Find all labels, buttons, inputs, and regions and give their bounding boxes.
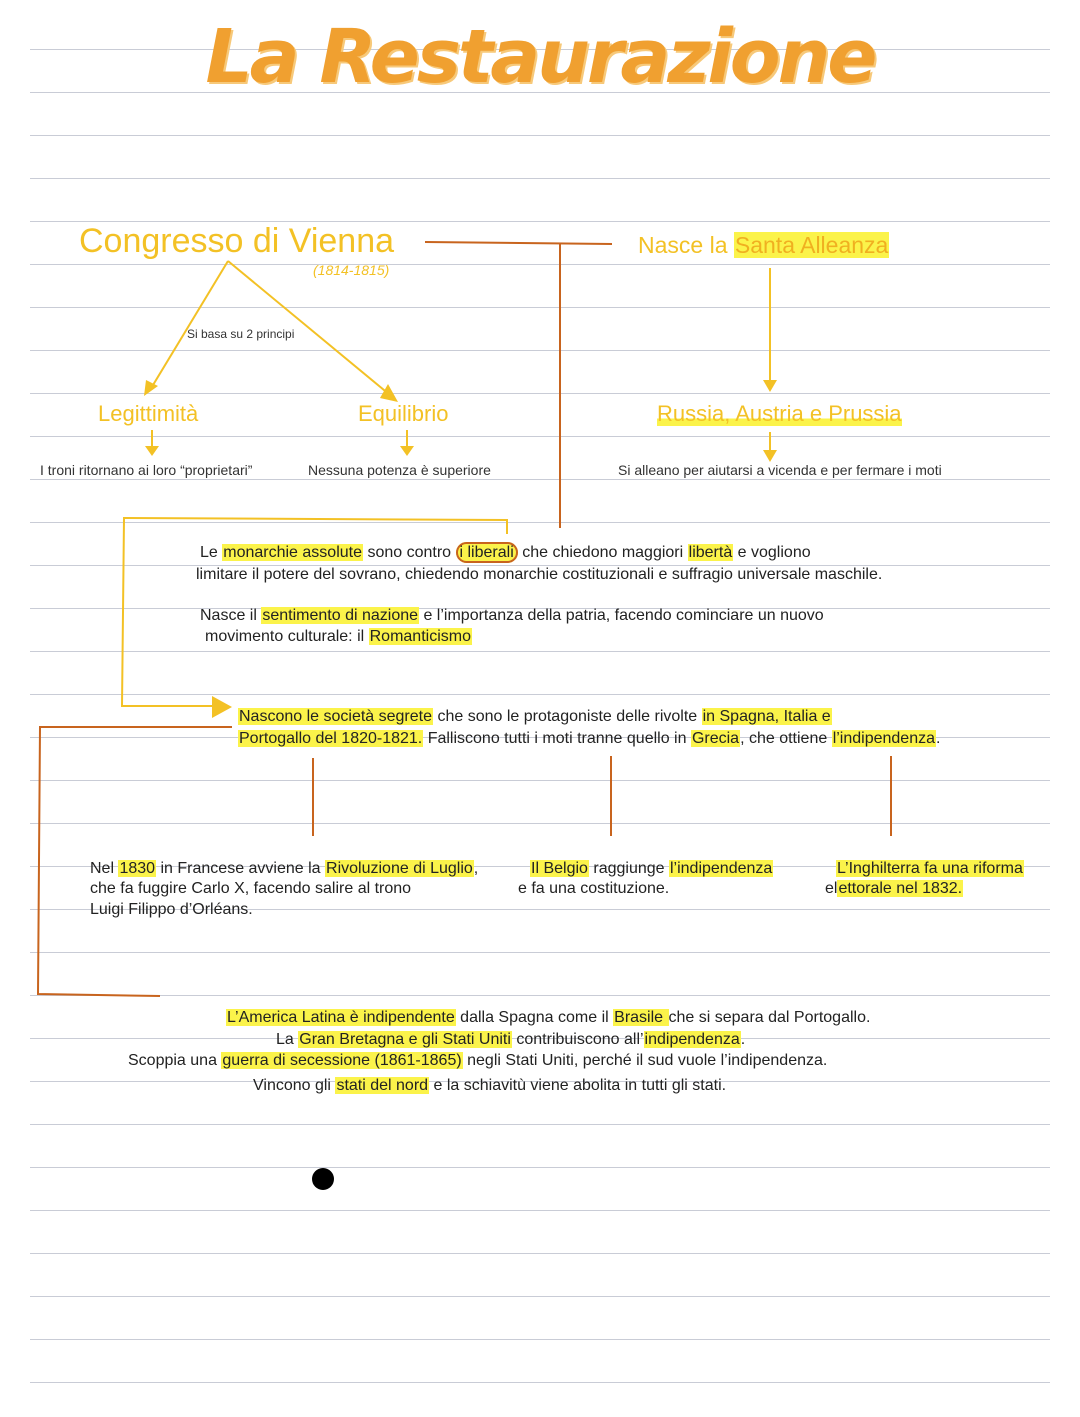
alliance-name: Santa Alleanza bbox=[734, 232, 889, 258]
para2-line1: Nasce il sentimento di nazione e l’importanza della patria, facendo cominciare un nuovo bbox=[200, 607, 824, 624]
arrowhead-equilibrio bbox=[380, 384, 398, 402]
col2-line1: Il Belgio raggiunge l’indipendenza bbox=[531, 860, 773, 877]
hl-sentimento: sentimento di nazione bbox=[262, 607, 419, 624]
hl-monarchie: monarchie assolute bbox=[223, 544, 362, 561]
para2-line2: movimento culturale: il Romanticismo bbox=[205, 628, 471, 645]
arrowhead-secret-societies bbox=[212, 696, 232, 718]
col1-line2: che fa fuggire Carlo X, facendo salire al trono bbox=[90, 880, 412, 897]
congress-basis: Si basa su 2 principi bbox=[187, 327, 295, 341]
america-line2: La Gran Bretagna e gli Stati Uniti contribuiscono all’indipendenza. bbox=[276, 1031, 746, 1048]
congress-dates: (1814-1815) bbox=[313, 262, 390, 278]
congress-alliance-line bbox=[425, 242, 612, 244]
america-line4: Vincono gli stati del nord e la schiavitù viene abolita in tutti gli stati. bbox=[253, 1077, 727, 1094]
america-line1: L’America Latina è indipendente dalla Spagna come il Brasile che si separa dal Portogallo. bbox=[227, 1009, 871, 1026]
ink-dot bbox=[312, 1168, 334, 1190]
principle-legittimita-desc: I troni ritornano ai loro “proprietari” bbox=[40, 462, 253, 478]
col3-line1: L’Inghilterra fa una riforma bbox=[837, 860, 1023, 877]
col2-line2: e fa una costituzione. bbox=[518, 880, 670, 897]
hl-romanticismo: Romanticismo bbox=[369, 628, 471, 645]
page-title: La Restaurazione bbox=[205, 14, 875, 100]
alliance-desc: Si alleano per aiutarsi a vicenda e per fermare i moti bbox=[618, 462, 942, 478]
alliance-members-text: Russia, Austria e Prussia bbox=[657, 401, 902, 426]
para1-line1: Le monarchie assolute sono contro i liberali che chiedono maggiori libertà e vogliono bbox=[200, 544, 811, 561]
arrowhead-members bbox=[763, 450, 777, 462]
para1-line2: limitare il potere del sovrano, chiedendo monarchie costituzionali e suffragio universale maschile. bbox=[196, 566, 883, 583]
para3-line2: Portogallo del 1820-1821. Falliscono tutti i moti tranne quello in Grecia, che ottiene l’indipendenza. bbox=[239, 730, 941, 747]
col3-line2: elettorale nel 1832. bbox=[825, 880, 963, 897]
col1-line3: Luigi Filippo d’Orléans. bbox=[90, 901, 253, 918]
para3-line1: Nascono le società segrete che sono le protagoniste delle rivolte in Spagna, Italia e bbox=[239, 708, 831, 725]
arrowhead-legittimita bbox=[144, 380, 158, 396]
arrowhead-alliance bbox=[763, 380, 777, 392]
arrowhead-legittimita-desc bbox=[145, 446, 159, 456]
alliance-members bbox=[657, 401, 902, 427]
america-line3: Scoppia una guerra di secessione (1861-1865) negli Stati Uniti, perché il sud vuole l’indipendenza. bbox=[128, 1052, 828, 1069]
arrowhead-equilibrio-desc bbox=[400, 446, 414, 456]
alliance-heading bbox=[638, 232, 889, 259]
principle-legittimita: Legittimità bbox=[98, 401, 199, 426]
circled-liberali: i liberali bbox=[456, 542, 518, 563]
alliance-prefix: Nasce la bbox=[638, 232, 734, 258]
principle-equilibrio: Equilibrio bbox=[358, 401, 449, 426]
congress-title: Congresso di Vienna bbox=[79, 222, 395, 260]
arrow-legittimita bbox=[150, 261, 228, 390]
principle-equilibrio-desc: Nessuna potenza è superiore bbox=[308, 462, 491, 478]
hl-societa-segrete: Nascono le società segrete bbox=[239, 708, 432, 725]
col1-line1: Nel 1830 in Francese avviene la Rivoluzione di Luglio, bbox=[90, 860, 479, 877]
